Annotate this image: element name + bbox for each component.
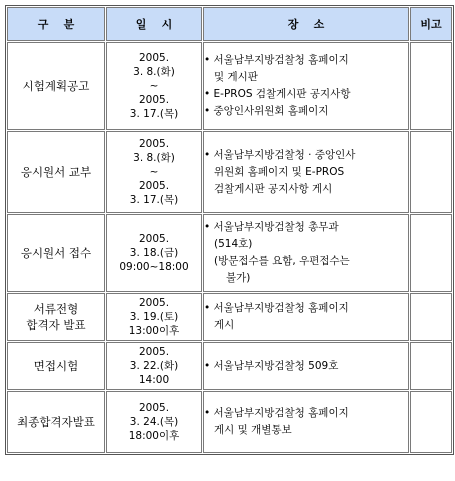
row-note bbox=[410, 42, 452, 130]
row-category: 서류전형 합격자 발표 bbox=[7, 293, 105, 341]
row-place: • 서울남부지방검찰청 총무과 (514호) (방문접수를 요함, 우편접수는 불가) bbox=[203, 214, 409, 292]
row-category: 최종합격자발표 bbox=[7, 391, 105, 453]
header-note: 비고 bbox=[410, 7, 452, 41]
row-note bbox=[410, 342, 452, 390]
row-note bbox=[410, 214, 452, 292]
table-row bbox=[7, 342, 452, 390]
row-date: 2005. 3. 24.(목) 18:00이후 bbox=[106, 391, 202, 453]
row-note bbox=[410, 293, 452, 341]
table-row bbox=[7, 293, 452, 341]
row-date: 2005. 3. 19.(토) 13:00이후 bbox=[106, 293, 202, 341]
header-category: 구 분 bbox=[7, 7, 105, 41]
row-place: • 서울남부지방검찰청 홈페이지 게시 및 개별통보 bbox=[203, 391, 409, 453]
row-date: 2005. 3. 8.(화) ~ 2005. 3. 17.(목) bbox=[106, 42, 202, 130]
header-place: 장 소 bbox=[203, 7, 409, 41]
row-note bbox=[410, 131, 452, 213]
row-place: • 서울남부지방검찰청 · 중앙인사 위원회 홈페이지 및 E-PROS 검찰게시판 공지사항 게시 bbox=[203, 131, 409, 213]
schedule-document bbox=[1, 1, 454, 480]
table-row bbox=[7, 214, 452, 292]
table-row bbox=[7, 42, 452, 130]
row-date: 2005. 3. 8.(화) ~ 2005. 3. 17.(목) bbox=[106, 131, 202, 213]
row-place: • 서울남부지방검찰청 홈페이지 게시 bbox=[203, 293, 409, 341]
table-header-row bbox=[7, 7, 452, 41]
row-category: 면접시험 bbox=[7, 342, 105, 390]
table-row bbox=[7, 391, 452, 453]
row-date: 2005. 3. 22.(화) 14:00 bbox=[106, 342, 202, 390]
row-category: 응시원서 접수 bbox=[7, 214, 105, 292]
schedule-table bbox=[5, 5, 454, 455]
row-category: 시험계획공고 bbox=[7, 42, 105, 130]
row-place: • 서울남부지방검찰청 509호 bbox=[203, 342, 409, 390]
row-place: • 서울남부지방검찰청 홈페이지 및 게시판 • E-PROS 검찰게시판 공지사항 • 중앙인사위원회 홈페이지 bbox=[203, 42, 409, 130]
header-date: 일 시 bbox=[106, 7, 202, 41]
row-date: 2005. 3. 18.(금) 09:00~18:00 bbox=[106, 214, 202, 292]
row-note bbox=[410, 391, 452, 453]
table-row bbox=[7, 131, 452, 213]
row-category: 응시원서 교부 bbox=[7, 131, 105, 213]
